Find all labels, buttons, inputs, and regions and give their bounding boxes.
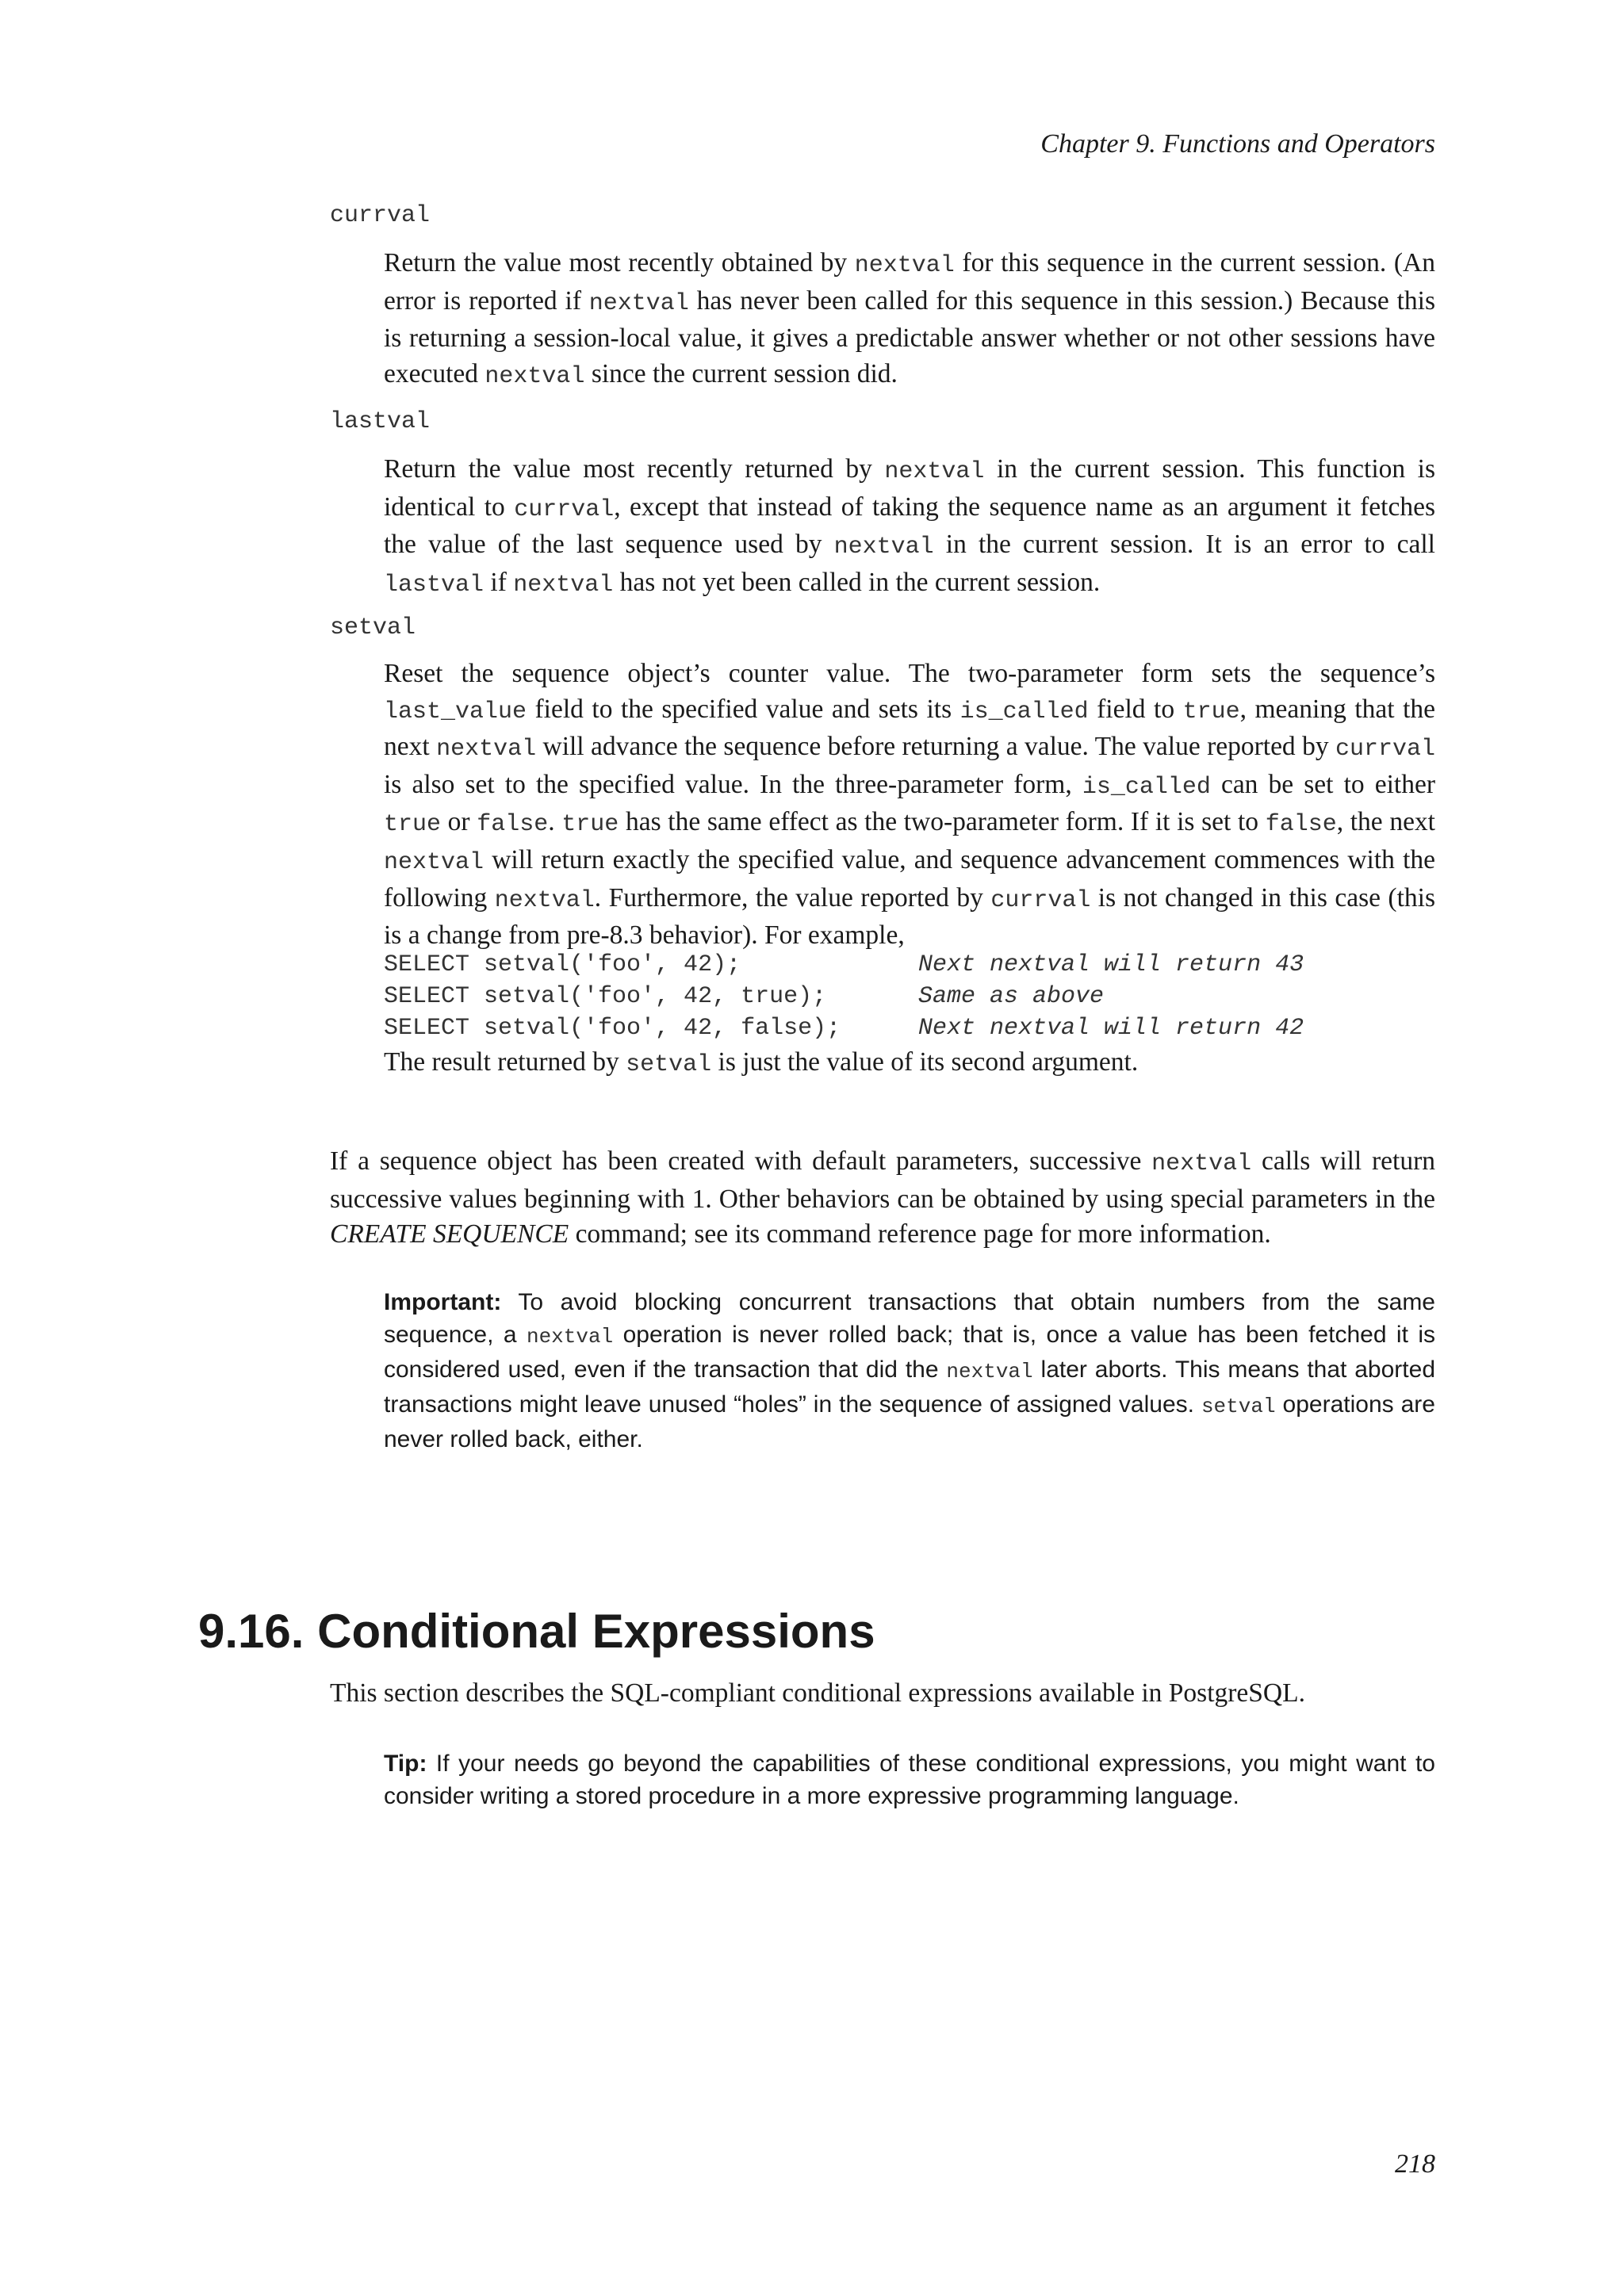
setval-result-note: The result returned by setval is just the value of its second argument.	[384, 1047, 1139, 1078]
inline-code: is_called	[1082, 773, 1211, 801]
tip-text: If your needs go beyond the capabilities of these conditional expressions, you might want to consider writing a stored procedure in a more expressive programming language.	[384, 1751, 1435, 1809]
setval-code-example	[384, 949, 1304, 1044]
command-reference: CREATE SEQUENCE	[330, 1219, 569, 1249]
inline-code: nextval	[833, 534, 934, 561]
inline-code: setval	[626, 1051, 712, 1078]
term-lastval: lastval	[330, 408, 431, 435]
inline-code: nextval	[513, 571, 614, 599]
code-line	[384, 949, 1304, 981]
inline-code: true	[561, 811, 619, 839]
sequence-defaults-paragraph: If a sequence object has been created with default parameters, successive nextval calls will return successive values beginning with 1. Other behaviors can be obtained by using special parameters in the CREATE SEQUENCE command; see its command reference page for more information.	[330, 1146, 1435, 1249]
inline-code: nextval	[494, 886, 595, 914]
inline-code: true	[1182, 698, 1240, 725]
currval-description: Return the value most recently obtained by nextval for this sequence in the current session. (An error is reported if nextval has never been called for this sequence in this session.) Because this is returning a session-local value, it gives a predictable answer whether or not other sessions have executed nextval since the current session did.	[384, 248, 1435, 390]
code-comment: Same as above	[918, 983, 1105, 1010]
inline-code: currval	[1335, 736, 1435, 763]
term-currval: currval	[330, 202, 431, 229]
tip-note	[384, 1747, 1435, 1812]
inline-code: nextval	[436, 736, 537, 763]
inline-code: nextval	[854, 252, 955, 279]
running-head: Chapter 9. Functions and Operators	[1040, 129, 1435, 159]
inline-code: is_called	[959, 698, 1089, 725]
inline-code: currval	[990, 886, 1091, 914]
code-statement: SELECT setval('foo', 42, true);	[384, 983, 827, 1010]
section-intro: This section describes the SQL-compliant conditional expressions available in PostgreSQL.	[330, 1678, 1305, 1708]
inline-code: nextval	[485, 362, 585, 390]
inline-code: nextval	[946, 1360, 1033, 1383]
inline-code: nextval	[384, 848, 485, 876]
inline-code: lastval	[384, 571, 485, 599]
inline-code: setval	[1201, 1395, 1276, 1418]
important-label: Important:	[384, 1289, 502, 1315]
inline-code: false	[477, 811, 549, 839]
inline-code: nextval	[884, 458, 985, 485]
setval-description: Reset the sequence object’s counter value. The two-parameter form sets the sequence’s last_value field to the specified value and sets its is_called field to true, meaning that the next nextval will advance the sequence before returning a value. The value reported by currval is also set to the specified value. In the three-parameter form, is_called can be set to either true or false. true has the same effect as the two-parameter form. If it is set to false, the next nextval will return exactly the specified value, and sequence advancement commences with the following nextval. Furthermore, the value reported by currval is not changed in this case (this is a change from pre-8.3 behavior). For example,	[384, 659, 1436, 951]
code-statement: SELECT setval('foo', 42, false);	[384, 1015, 841, 1042]
page-number: 218	[1395, 2149, 1435, 2179]
important-text: To avoid blocking concurrent transactions that obtain numbers from the same sequence, a nextval operation is never rolled back; that is, once a value has been fetched it is considered used, even if the transaction that did the nextval later aborts. This means that aborted transactions might leave unused “holes” in the sequence of assigned values. setval operations are never rolled back, either.	[384, 1289, 1436, 1452]
section-title: 9.16. Conditional Expressions	[198, 1605, 875, 1658]
inline-code: last_value	[384, 698, 527, 725]
inline-code: true	[384, 811, 442, 839]
inline-code: nextval	[1151, 1150, 1252, 1177]
inline-code: nextval	[588, 289, 689, 317]
code-line	[384, 1012, 1304, 1044]
inline-code: false	[1265, 811, 1337, 839]
term-setval: setval	[330, 614, 416, 641]
inline-code: currval	[514, 496, 615, 523]
tip-label: Tip:	[384, 1751, 427, 1777]
code-line	[384, 981, 1304, 1012]
lastval-description: Return the value most recently returned by nextval in the current session. This function is identical to currval, except that instead of taking the sequence name as an argument it fetches the value of the last sequence used by nextval in the current session. It is an error to call lastval if nextval has not yet been called in the current session.	[384, 454, 1435, 599]
code-statement: SELECT setval('foo', 42);	[384, 951, 741, 978]
code-comment: Next nextval will return 42	[918, 1015, 1304, 1042]
code-comment: Next nextval will return 43	[918, 951, 1304, 978]
important-note	[384, 1286, 1435, 1456]
inline-code: nextval	[526, 1325, 614, 1349]
